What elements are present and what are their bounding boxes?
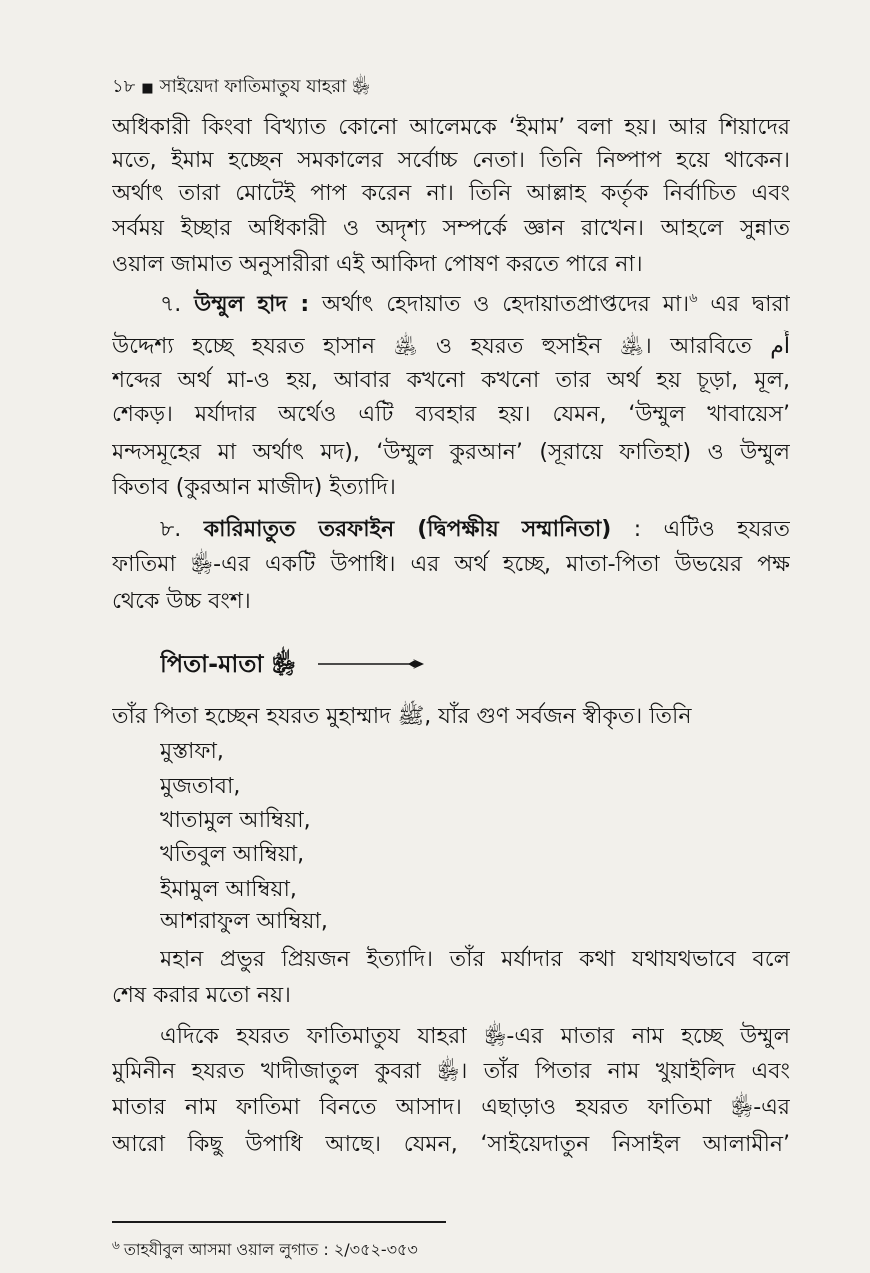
item-number: ৭.	[160, 292, 182, 317]
item-text: : এটিও হযরত	[633, 517, 790, 542]
list-item: মুজতাবা,	[160, 774, 241, 799]
text-line: শব্দের অর্থ মা-ও হয়, আবার কখনো কখনো তার অর্থ হয় চূড়া, মূল,	[112, 368, 790, 393]
text-line: শেষ করার মতো নয়।	[112, 983, 291, 1008]
text-line: অধিকারী কিংবা বিখ্যাত কোনো আলেমকে ‘ইমাম’ বলা হয়। আর শিয়াদের	[112, 115, 790, 140]
running-title: সাইয়েদা ফাতিমাতুয যাহরা ﵂	[159, 76, 371, 97]
text-line: থেকে উচ্চ বংশ।	[112, 589, 251, 614]
footnote-divider	[112, 1221, 446, 1223]
list-item: ইমামুল আম্বিয়া,	[160, 877, 297, 902]
footnote-number: ৬	[112, 1238, 120, 1252]
item-term: উম্মুল হাদ :	[194, 292, 310, 317]
item-number: ৮.	[160, 517, 182, 542]
item-term: কারিমাতুত তরফাইন (দ্বিপক্ষীয় সম্মানিতা)	[203, 517, 612, 542]
list-item: খাতামুল আম্বিয়া,	[160, 808, 311, 833]
text-line: ফাতিমা ﵂-এর একটি উপাধি। এর অর্থ হচ্ছে, মাতা-পিতা উভয়ের পক্ষ	[112, 552, 790, 577]
text-line: তাঁর পিতা হচ্ছেন হযরত মুহাম্মাদ ﷺ, যাঁর গুণ সর্বজন স্বীকৃত। তিনি	[112, 704, 692, 729]
footnote-text: তাহযীবুল আসমা ওয়াল লুগাত : ২/৩৫২-৩৫৩	[123, 1240, 418, 1259]
text-line: এদিকে হযরত ফাতিমাতুয যাহরা ﵂-এর মাতার নাম হচ্ছে উম্মুল	[160, 1024, 790, 1049]
text-line: শেকড়। মর্যাদার অর্থেও এটি ব্যবহার হয়। যেমন, ‘উম্মুল খাবায়েস’	[112, 402, 790, 427]
numbered-item-8	[160, 513, 790, 547]
item-text: অর্থাৎ হেদায়াত ও হেদায়াতপ্রাপ্তদের মা।	[321, 292, 690, 317]
footnote-reference: ৬	[689, 291, 698, 306]
text-line: অর্থাৎ তারা মোটেই পাপ করেন না। তিনি আল্লাহ কর্তৃক নির্বাচিত এবং	[112, 181, 790, 206]
text-line: মতে, ইমাম হচ্ছেন সমকালের সর্বোচ্চ নেতা। তিনি নিষ্পাপ হয়ে থাকেন।	[112, 148, 790, 173]
text-line: উদ্দেশ্য হচ্ছে হযরত হাসান ﵁ ও হযরত হুসাইন ﵁। আরবিতে أُم	[112, 334, 790, 359]
text-line: মুমিনীন হযরত খাদীজাতুল কুবরা ﵂। তাঁর পিতার নাম খুয়াইলিদ এবং	[112, 1059, 790, 1084]
text-line: সর্বময় ইচ্ছার অধিকারী ও অদৃশ্য সম্পর্কে জ্ঞান রাখেন। আহলে সুন্নাত	[112, 216, 790, 241]
list-item: খতিবুল আম্বিয়া,	[160, 842, 305, 867]
running-header	[112, 72, 512, 102]
footnote	[112, 1236, 512, 1264]
text-line: কিতাব (কুরআন মাজীদ) ইত্যাদি।	[112, 475, 396, 500]
text-line: মাতার নাম ফাতিমা বিনতে আসাদ। এছাড়াও হযরত ফাতিমা ﵂-এর	[112, 1095, 790, 1120]
list-item: মুস্তাফা,	[160, 739, 224, 764]
header-separator: ■	[141, 81, 154, 96]
text-line: ওয়াল জামাত অনুসারীরা এই আকিদা পোষণ করতে পারে না।	[112, 252, 643, 277]
heading-ornament-icon	[318, 656, 424, 672]
text-line: মহান প্রভুর প্রিয়জন ইত্যাদি। তাঁর মর্যাদার কথা যথাযথভাবে বলে	[160, 947, 790, 972]
page-number: ১৮	[112, 76, 136, 97]
item-text: এর দ্বারা	[710, 292, 790, 317]
section-heading: পিতা-মাতা ﵂	[160, 650, 296, 678]
text-line: মন্দসমূহের মা অর্থাৎ মদ), ‘উম্মুল কুরআন’ (সূরায়ে ফাতিহা) ও উম্মুল	[112, 440, 790, 465]
numbered-item-7	[160, 288, 790, 322]
text-line: আরো কিছু উপাধি আছে। যেমন, ‘সাইয়েদাতুন নিসাইল আলামীন’	[112, 1132, 790, 1157]
list-item: আশরাফুল আম্বিয়া,	[160, 909, 328, 934]
